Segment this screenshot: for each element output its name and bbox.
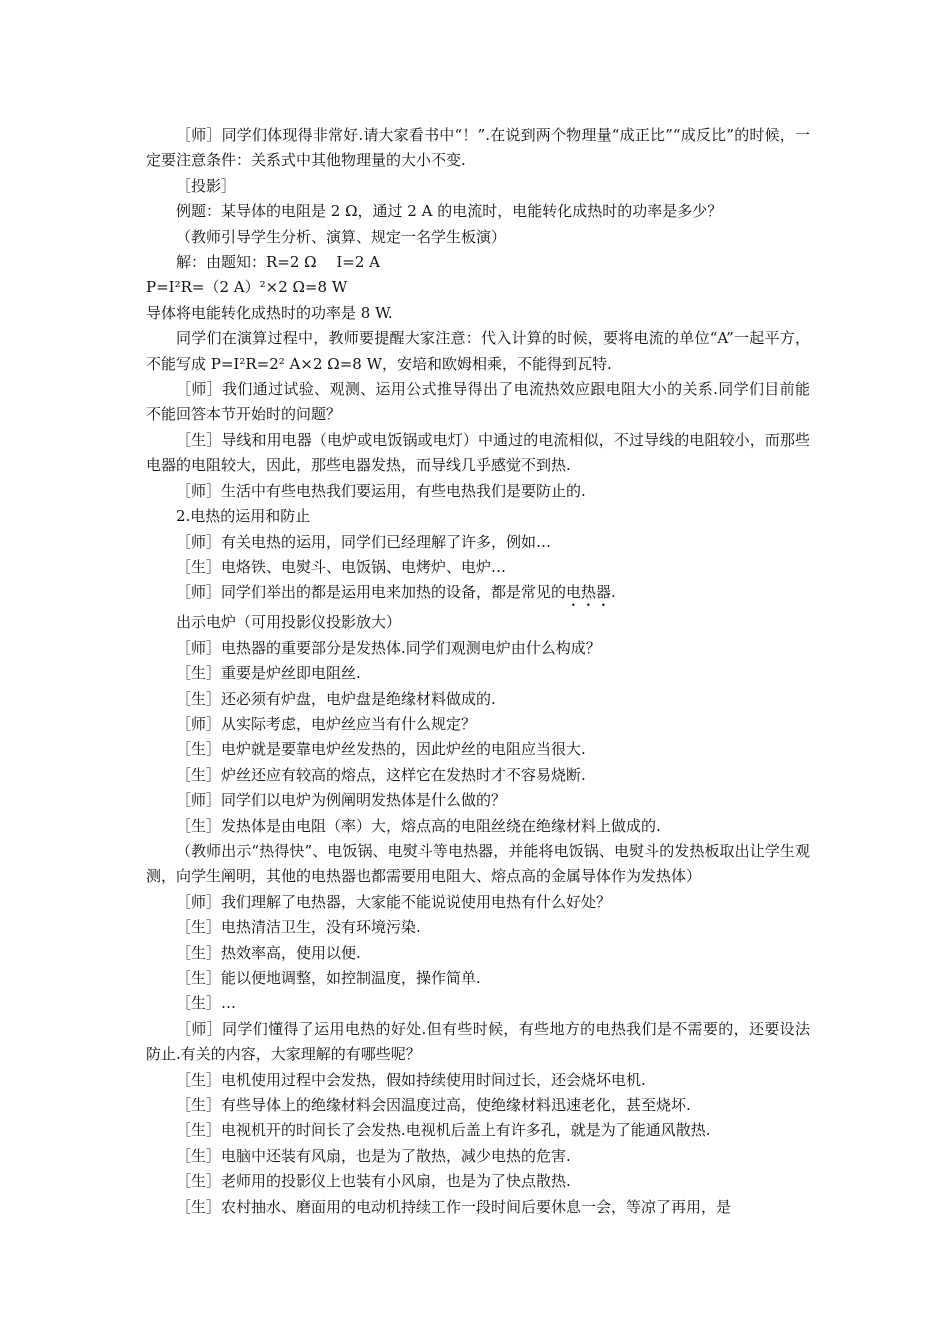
paragraph: ［生］能以便地调整，如控制温度，操作简单.: [176, 969, 481, 987]
formula-line: P=I²R=（2 A）²×2 Ω=8 W: [146, 278, 348, 297]
paragraph: 例题：某导体的电阻是 2 Ω，通过 2 A 的电流时，电能转化成热时的功率是多少？: [176, 202, 723, 221]
paragraph: ［生］还必须有炉盘，电炉盘是绝缘材料做成的.: [176, 689, 496, 708]
paragraph: ［生］农村抽水、磨面用的电动机持续工作一段时间后要休息一会，等凉了再用，是: [176, 1197, 732, 1216]
paragraph: ［生］导线和用电器（电炉或电饭锅或电灯）中通过的电流相似，不过导线的电阻较小，而那些电器的电阻较大，因此，那些电器发热，而导线几乎感觉不到热.: [146, 430, 810, 475]
paragraph: ［生］老师用的投影仪上也装有小风扇，也是为了快点散热.: [176, 1172, 571, 1191]
paragraph: 出示电炉（可用投影仪投影放大）: [176, 613, 402, 632]
paragraph: ［师］从实际考虑，电炉丝应当有什么规定？: [176, 714, 477, 733]
paragraph: ［生］电炉就是要靠电炉丝发热的，因此炉丝的电阻应当很大.: [176, 740, 586, 759]
document-page: [146, 123, 810, 1220]
paragraph: 导体将电能转化成热时的功率是 8 W.: [146, 303, 393, 322]
paragraph: ［投影］: [176, 176, 237, 195]
paragraph: ［生］电热清洁卫生，没有环境污染.: [176, 918, 421, 937]
paragraph: ［生］热效率高，使用以便.: [176, 943, 361, 962]
paragraph-text: ［师］同学们举出的都是运用电来加热的设备，都是常见的: [176, 583, 567, 602]
paragraph: ［生］有些导体上的绝缘材料会因温度过高，使绝缘材料迅速老化，甚至烧坏.: [176, 1096, 691, 1115]
paragraph: 解：由题知：R=2 Ω I=2 A: [176, 253, 381, 272]
paragraph: ［师］同学们懂得了运用电热的好处.但有些时候，有些地方的电热我们是不需要的，还要设法防止.有关的内容，大家理解的有哪些呢？: [146, 1019, 810, 1064]
paragraph: ［生］电烙铁、电熨斗、电饭锅、电烤炉、电炉…: [176, 557, 507, 576]
paragraph: 同学们在演算过程中，教师要提醒大家注意：代入计算的时候，要将电流的单位“A”一起平方，不能写成 P=I²R=2² A×2 Ω=8 W，安培和欧姆相乘，不能得到瓦特.: [146, 329, 810, 373]
paragraph: ［师］同学们体现得非常好.请大家看书中“！”.在说到两个物理量“成正比”“成反比”的时候，一定要注意条件：关系式中其他物理量的大小不变.: [146, 126, 810, 170]
paragraph: ［生］炉丝还应有较高的熔点，这样它在发热时才不容易烧断.: [176, 765, 586, 784]
paragraph: ［师］生活中有些电热我们要运用，有些电热我们是要防止的.: [176, 481, 586, 500]
paragraph-text: .: [611, 583, 616, 602]
paragraph: ［师］有关电热的运用，同学们已经理解了许多，例如…: [176, 532, 552, 551]
section-heading: 2.电热的运用和防止: [176, 507, 311, 526]
paragraph: ［师］同学们以电炉为例阐明发热体是什么做的？: [176, 791, 507, 810]
paragraph: ［师］电热器的重要部分是发热体.同学们观测电炉由什么构成？: [176, 638, 601, 657]
paragraph: ［生］重要是炉丝即电阻丝.: [176, 664, 361, 683]
paragraph: ［生］电脑中还装有风扇，也是为了散热，减少电热的危害.: [176, 1146, 571, 1165]
paragraph: [146, 580, 810, 610]
paragraph: ［生］…: [176, 994, 237, 1013]
paragraph: （教师引导学生分析、演算、规定一名学生板演）: [176, 227, 507, 246]
paragraph: ［生］发热体是由电阻（率）大，熔点高的电阻丝绕在绝缘材料上做成的.: [176, 816, 661, 835]
paragraph: ［师］我们理解了电热器，大家能不能说说使用电热有什么好处？: [176, 892, 612, 911]
emphasized-term: 电热器: [566, 583, 612, 602]
paragraph: ［生］电机使用过程中会发热，假如持续使用时间过长，还会烧坏电机.: [176, 1070, 646, 1089]
paragraph: （教师出示“热得快”、电饭锅、电熨斗等电热器，并能将电饭锅、电熨斗的发热板取出让学生观测，向学生阐明，其他的电热器也都需要用电阻大、熔点高的金属导体作为发热体）: [146, 841, 810, 886]
paragraph: ［师］我们通过试验、观测、运用公式推导得出了电流热效应跟电阻大小的关系.同学们目前能不能回答本节开始时的问题？: [146, 380, 810, 424]
paragraph: ［生］电视机开的时间长了会发热.电视机后盖上有许多孔，就是为了能通风散热.: [176, 1121, 711, 1140]
